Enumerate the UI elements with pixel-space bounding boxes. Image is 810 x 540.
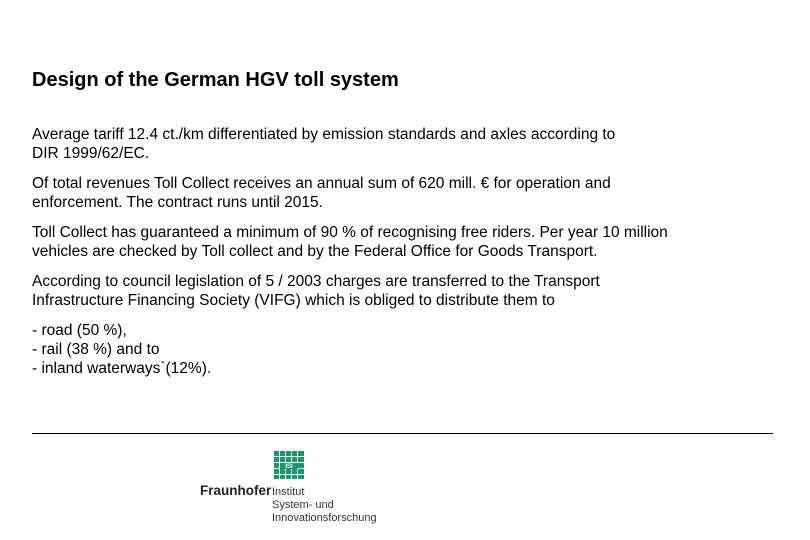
paragraph-enforcement xyxy=(32,223,792,261)
paragraph-tariff xyxy=(32,125,792,163)
slide-title: Design of the German HGV toll system xyxy=(32,69,399,91)
paragraph-line: Infrastructure Financing Society (VIFG) which is obliged to distribute them to xyxy=(32,292,555,309)
logo-mark-text: ISI xyxy=(285,464,293,470)
logo-institute-line: System- und xyxy=(272,499,334,511)
slide-body xyxy=(32,125,792,378)
list-item: - road (50 %), xyxy=(32,322,127,339)
logo-institute-line: Innovationsforschung xyxy=(272,512,377,524)
logo-brand: Fraunhofer xyxy=(200,483,272,498)
list-item: - inland waterways`(12%). xyxy=(32,360,212,377)
logo-institute-line: Institut xyxy=(272,486,305,498)
fraunhofer-isi-logo xyxy=(200,450,385,530)
paragraph-legislation xyxy=(32,272,792,310)
paragraph-line: Average tariff 12.4 ct./km differentiated by emission standards and axles according to xyxy=(32,126,616,143)
paragraph-line: According to council legislation of 5 / 2003 charges are transferred to the Transport xyxy=(32,273,600,290)
paragraph-revenues xyxy=(32,174,792,212)
logo-institute xyxy=(272,486,377,525)
list-item: - rail (38 %) and to xyxy=(32,341,160,358)
paragraph-line: enforcement. The contract runs until 2015. xyxy=(32,194,323,211)
distribution-list xyxy=(32,321,792,378)
footer-divider xyxy=(32,433,773,434)
isi-logo-icon xyxy=(274,451,304,479)
paragraph-line: Toll Collect has guaranteed a minimum of 90 % of recognising free riders. Per year 10 million xyxy=(32,224,668,241)
paragraph-line: DIR 1999/62/EC. xyxy=(32,145,150,162)
paragraph-line: vehicles are checked by Toll collect and by the Federal Office for Goods Transport. xyxy=(32,243,598,260)
paragraph-line: Of total revenues Toll Collect receives an annual sum of 620 mill. € for operation and xyxy=(32,175,611,192)
